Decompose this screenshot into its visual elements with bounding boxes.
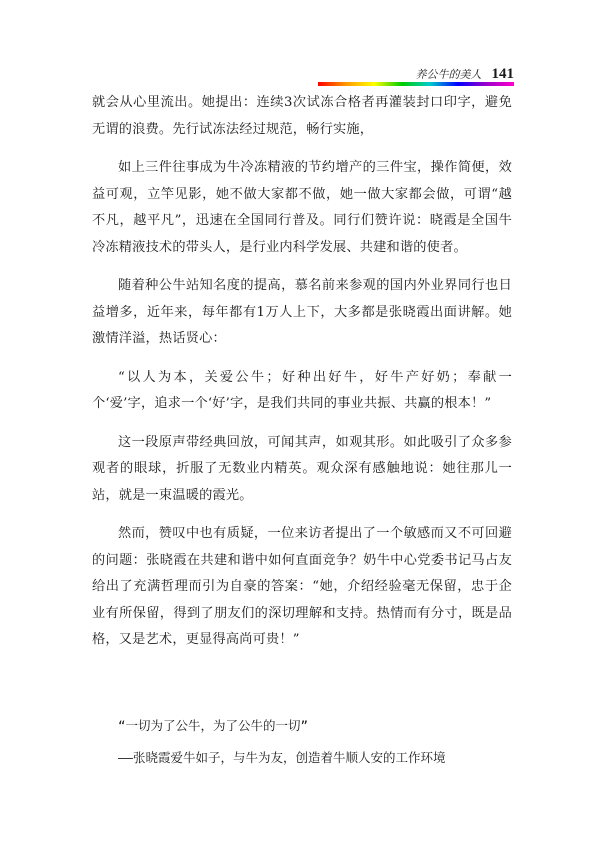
epigraph-quote: “一切为了公牛，为了公牛的一切” (118, 718, 309, 733)
body-text (92, 90, 512, 654)
epigraph-attribution: ——张晓霞爱牛如子，与牛为友，创造着牛顺人安的工作环境 (118, 750, 446, 765)
paragraph-6: 然而，赞叹中也有质疑，一位来访者提出了一个敏感而又不可回避的问题：张晓霞在共建和谐中如何直面竞争？奶牛中心党委书记马占友给出了充满哲理而引为自豪的答案：“她，介绍经验毫无保留，忠于企业有所保留，得到了朋友们的深切理解和支持。热情而有分寸，既是品格，又是艺术，更显得高尚可贵！” (92, 526, 512, 647)
epigraph (118, 716, 518, 766)
page-number: 141 (491, 66, 514, 82)
paragraph-5: 这一段原声带经典回放，可闻其声，如观其形。如此吸引了众多参观者的眼球，折服了无数业内精英。观众深有感触地说：她往那儿一站，就是一束温暖的霞光。 (92, 434, 512, 503)
paragraph-3: 随着种公牛站知名度的提高，慕名前来参观的国内外业界同行也日益增多，近年来，每年都有1万人上下，大多都是张晓霞出面讲解。她激情洋溢，热话贤心： (92, 278, 512, 346)
paragraph-2: 如上三件往事成为牛冷冻精液的节约增产的三件宝，操作简便，效益可观，立竿见影，她不做大家都不做，她一做大家都会做，可谓“越不凡，越平凡”，迅速在全国同行普及。同行们赞许说：晓霞是全国牛冷冻精液技术的带头人，是行业内科学发展、共建和谐的使者。 (92, 160, 512, 255)
running-header (416, 66, 515, 82)
rainbow-rule (318, 82, 514, 86)
header-title: 养公牛的美人 (415, 68, 482, 81)
paragraph-4: “以人为本，关爱公牛；好种出好牛，好牛产好奶；奉献一个‘爱’字，追求一个‘好’字，是我们共同的事业共振、共赢的根本！” (92, 369, 512, 411)
paragraph-1: 就会从心里流出。她提出：连续3次试冻合格者再灌装封口印字，避免无谓的浪费。先行试冻法经过规范，畅行实施， (92, 95, 512, 137)
